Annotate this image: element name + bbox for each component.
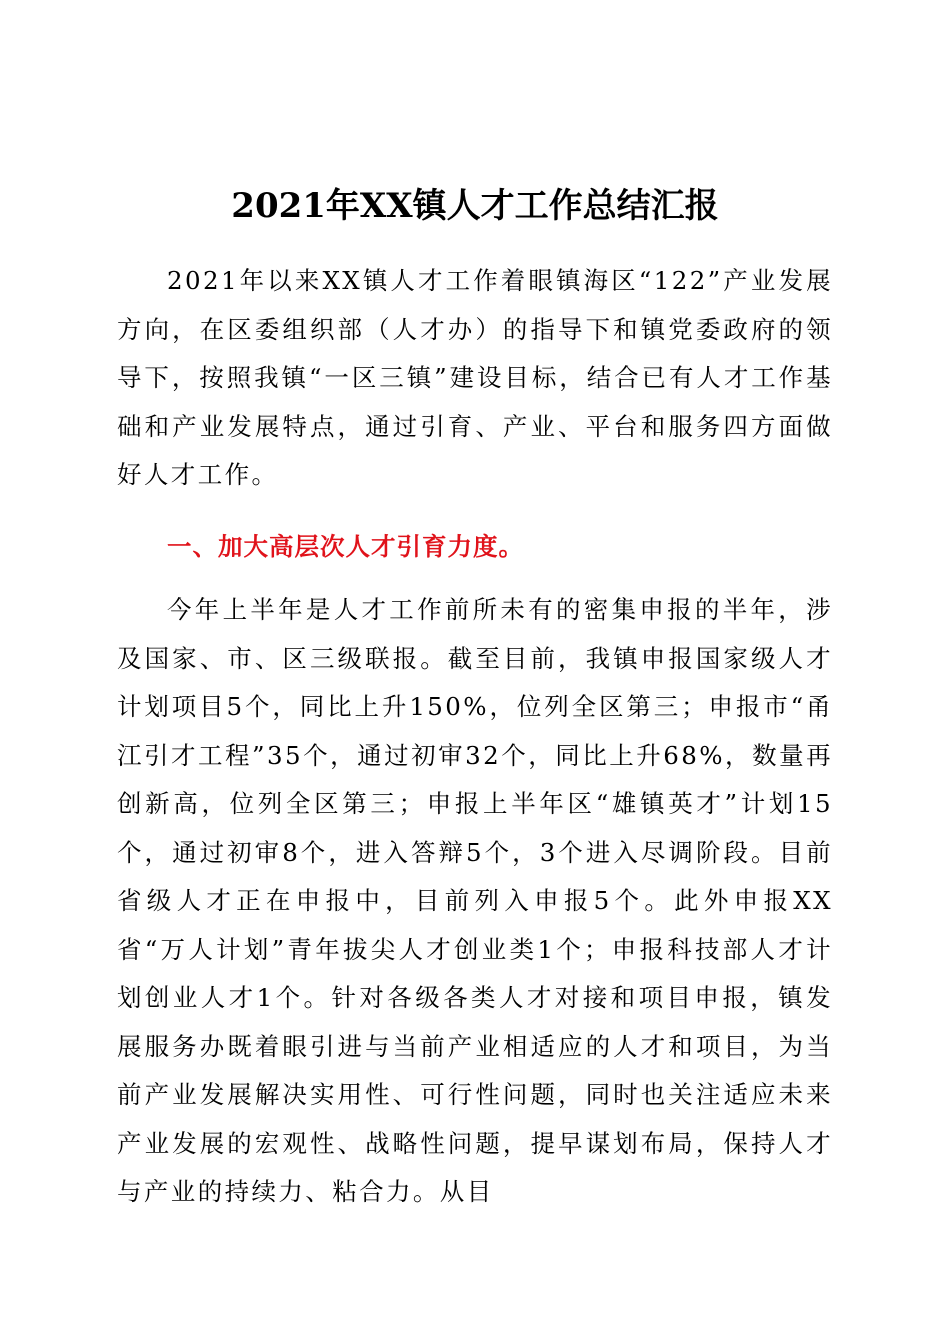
section-1-paragraph: 今年上半年是人才工作前所未有的密集申报的半年，涉及国家、市、区三级联报。截至目前，我镇申报国家级人才计划项目5个，同比上升150%，位列全区第三；申报市“甬江引才工程”35个，通过初审32个，同比上升68%，数量再创新高，位列全区第三；申报上半年区“雄镇英才”计划15个，通过初审8个，进入答辩5个，3个进入尽调阶段。目前省级人才正在申报中，目前列入申报5个。此外申报XX省“万人计划”青年拔尖人才创业类1个；申报科技部人才计划创业人才1个。针对各级各类人才对接和项目申报，镇发展服务办既着眼引进与当前产业相适应的人才和项目，为当前产业发展解决实用性、可行性问题，同时也关注适应未来产业发展的宏观性、战略性问题，提早谋划布局，保持人才与产业的持续力、粘合力。从目 <box>117 595 833 1206</box>
intro-paragraph: 2021年以来XX镇人才工作着眼镇海区“122”产业发展方向，在区委组织部（人才办）的指导下和镇党委政府的领导下，按照我镇“一区三镇”建设目标，结合已有人才工作基础和产业发展特点，通过引育、产业、平台和服务四方面做好人才工作。 <box>117 266 833 489</box>
document-title: 2021年XX镇人才工作总结汇报 <box>231 186 719 226</box>
section-heading-1: 一、加大高层次人才引育力度。 <box>167 532 524 561</box>
